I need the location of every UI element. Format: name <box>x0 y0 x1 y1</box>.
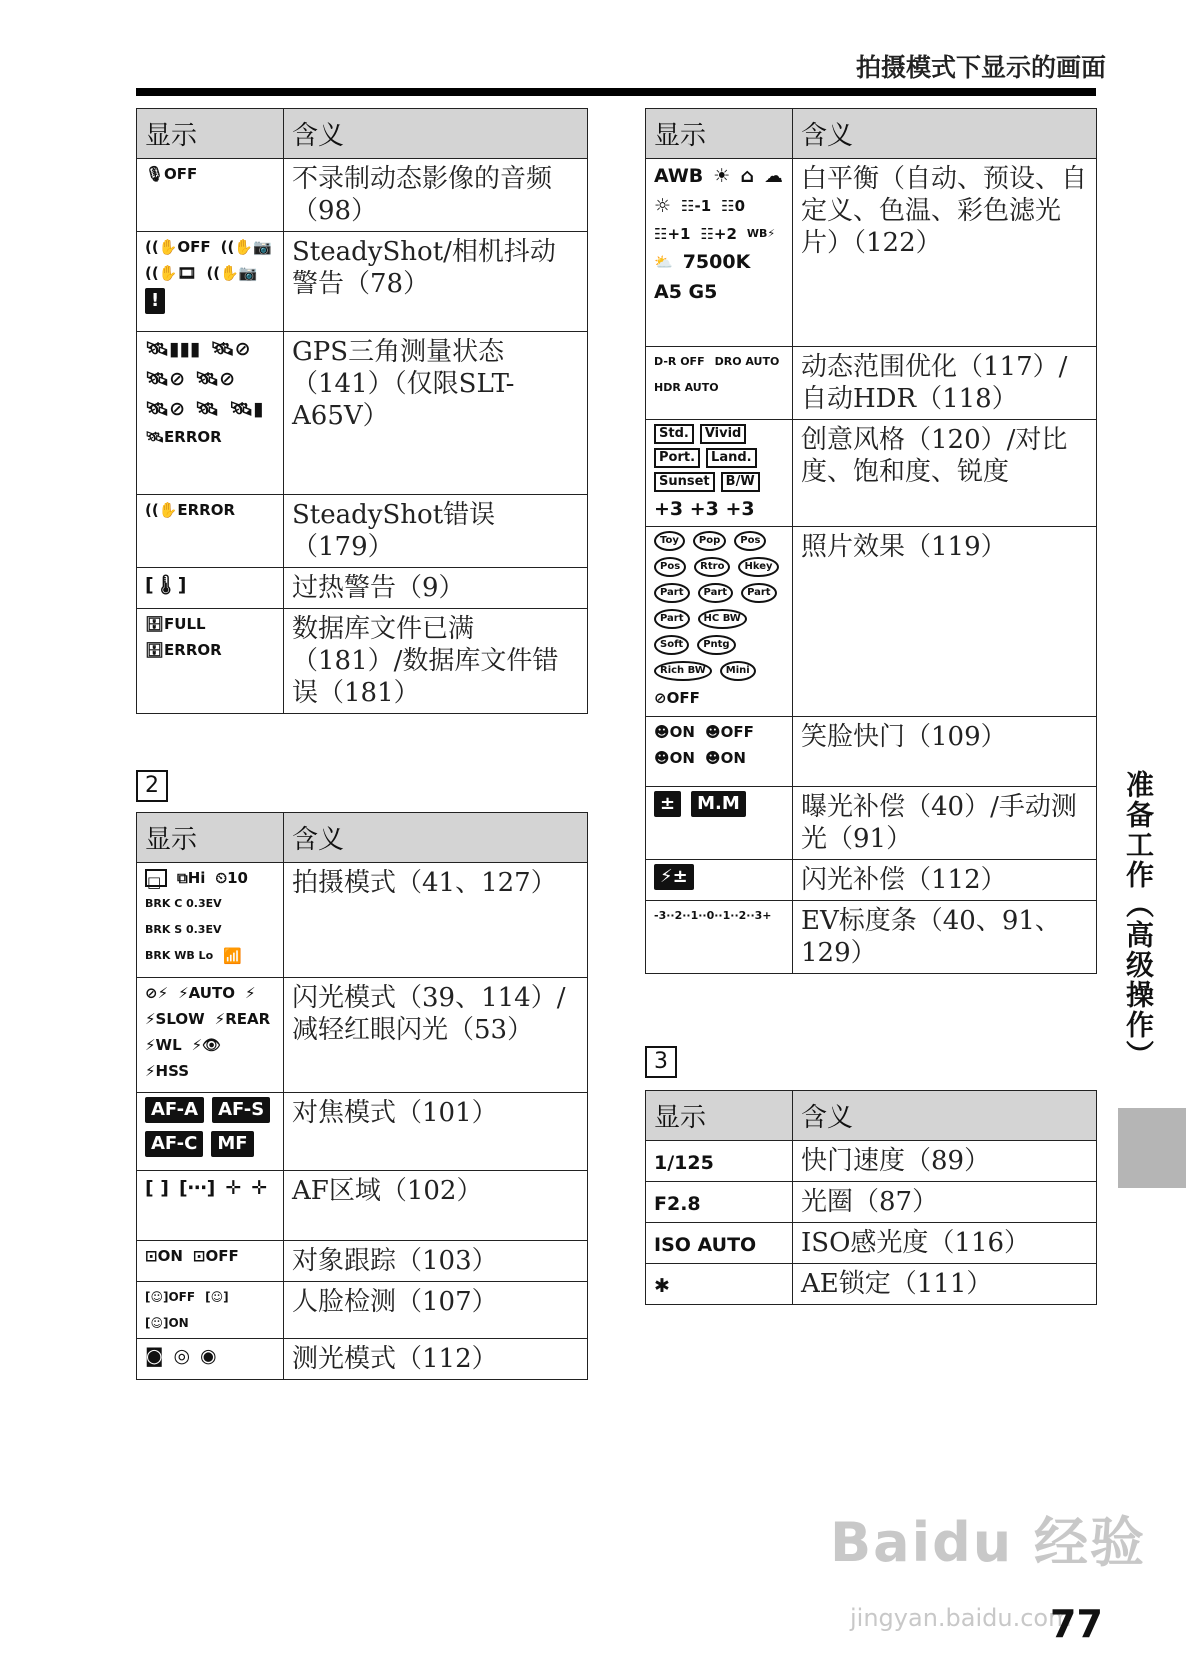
display-cell <box>646 1182 793 1223</box>
style-sunset-icon: Sunset <box>654 472 715 492</box>
flash-wireless-icon: ⚡WL <box>145 1036 182 1054</box>
page-number: 77 <box>1050 1602 1103 1646</box>
iso-value: ISO AUTO <box>654 1234 757 1256</box>
shutter-speed-value: 1/125 <box>654 1152 714 1174</box>
steadyshot-camera-icon: ((✋📷 <box>206 264 258 282</box>
single-shot-icon: □ <box>145 869 167 887</box>
warning-icon: ! <box>145 288 165 314</box>
meaning-cell: 对焦模式（101） <box>284 1093 588 1171</box>
display-cell <box>137 232 284 332</box>
section-label-2: 2 <box>136 770 168 802</box>
wb-custom-icon: ⛅ <box>654 253 673 271</box>
af-area-wide-icon: [ ] <box>145 1177 169 1199</box>
overheat-icon: [🌡] <box>145 574 187 596</box>
exposure-comp-icon: ± <box>654 791 681 817</box>
style-portrait-icon: Port. <box>654 448 700 468</box>
meaning-cell: 不录制动态影像的音频（98） <box>284 159 588 232</box>
gps-error-icon: 🛰ERROR <box>145 428 222 446</box>
af-area-zone-icon: [⋯] <box>178 1177 216 1199</box>
continuous-hi-icon: ⧉Hi <box>177 869 206 887</box>
table-display-1 <box>136 108 588 714</box>
effect-miniature-icon: Mini <box>720 661 756 681</box>
smile-on-icon: ☻ON <box>654 723 695 741</box>
steadyshot-camera-icon: ((✋📷 <box>220 238 272 256</box>
database-full-icon: 🗄FULL <box>145 615 206 633</box>
database-error-icon: 🗄ERROR <box>145 641 222 659</box>
wb-shade-icon: ⌂ <box>740 165 754 187</box>
display-cell <box>646 527 793 717</box>
effect-high-key-icon: Hkey <box>738 557 778 577</box>
wb-tungsten-icon: ☼ <box>654 195 672 217</box>
display-cell <box>137 609 284 714</box>
display-cell <box>137 863 284 978</box>
meaning-cell: SteadyShot/相机抖动警告（78） <box>284 232 588 332</box>
meaning-cell: ISO感光度（116） <box>793 1223 1097 1264</box>
flash-auto-icon: ⚡AUTO <box>178 984 235 1002</box>
meaning-cell: EV标度条（40、91、129） <box>793 901 1097 974</box>
display-cell <box>646 860 793 901</box>
meaning-cell: AF区域（102） <box>284 1171 588 1241</box>
page-header-title: 拍摄模式下显示的画面 <box>855 53 1106 82</box>
display-cell <box>646 347 793 420</box>
metering-spot-icon: ◉ <box>200 1345 217 1367</box>
col-display-header: 显示 <box>646 1091 793 1141</box>
af-area-local-icon: ✛ <box>251 1177 268 1199</box>
flash-hss-icon: ⚡HSS <box>145 1062 190 1080</box>
meaning-cell: 数据库文件已满（181）/数据库文件错误（181） <box>284 609 588 714</box>
display-cell <box>137 568 284 609</box>
gps-none-icon: 🛰⊘ <box>145 368 186 390</box>
effect-rich-bw-icon: Rich BW <box>654 661 712 681</box>
gps-none-icon: 🛰⊘ <box>195 368 236 390</box>
col-meaning-header: 含义 <box>284 813 588 863</box>
flash-rear-icon: ⚡REAR <box>214 1010 271 1028</box>
meaning-cell: 拍摄模式（41、127） <box>284 863 588 978</box>
wb-fluorescent-icon: ☷-1 <box>681 197 712 215</box>
display-cell <box>646 159 793 347</box>
meaning-cell: 闪光补偿（112） <box>793 860 1097 901</box>
display-cell <box>137 1241 284 1282</box>
col-display-header: 显示 <box>137 813 284 863</box>
wb-auto-icon: AWB <box>654 165 704 187</box>
bracket-wb-icon: BRK WB Lo <box>145 949 214 962</box>
col-meaning-header: 含义 <box>284 109 588 159</box>
side-tab-label: 准备工作（高级操作） <box>1122 770 1155 1070</box>
bracket-continuous-icon: BRK C 0.3EV <box>145 897 222 910</box>
style-vivid-icon: Vivid <box>700 424 747 444</box>
effect-toy-icon: Toy <box>654 531 685 551</box>
display-cell <box>646 787 793 860</box>
table-display-4 <box>645 1090 1097 1305</box>
meaning-cell: 光圈（87） <box>793 1182 1097 1223</box>
display-cell <box>646 1141 793 1182</box>
effect-retro-icon: Rtro <box>694 557 730 577</box>
flash-slow-icon: ⚡SLOW <box>145 1010 205 1028</box>
bracket-single-icon: BRK S 0.3EV <box>145 923 222 936</box>
mf-icon: MF <box>211 1131 253 1157</box>
display-cell <box>137 1093 284 1171</box>
effect-off-icon: ⊘OFF <box>654 689 700 707</box>
display-cell <box>137 159 284 232</box>
display-cell <box>137 1282 284 1339</box>
effect-partial-color-icon: Part <box>654 583 690 603</box>
meaning-cell: SteadyShot错误（179） <box>284 495 588 568</box>
side-tab-marker <box>1118 1108 1186 1188</box>
tracking-on-icon: ⊡ON <box>145 1247 183 1265</box>
meaning-cell: AE锁定（111） <box>793 1264 1097 1305</box>
ae-lock-icon: ✱ <box>654 1275 670 1297</box>
wb-fluorescent-icon: ☷0 <box>721 197 746 215</box>
effect-partial-color-icon: Part <box>654 609 690 629</box>
wb-flash-icon: WB⚡ <box>746 227 776 240</box>
watermark-url: jingyan.baidu.com <box>850 1604 1072 1632</box>
gps-icon: 🛰 <box>195 398 220 420</box>
meaning-cell: 快门速度（89） <box>793 1141 1097 1182</box>
effect-partial-color-icon: Part <box>741 583 777 603</box>
section-label-3: 3 <box>645 1046 677 1078</box>
effect-painting-icon: Pntg <box>697 635 735 655</box>
remote-icon: 📶 <box>223 947 242 965</box>
hdr-auto-icon: HDR AUTO <box>654 381 719 394</box>
col-display-header: 显示 <box>137 109 284 159</box>
display-cell <box>137 978 284 1093</box>
meaning-cell: 笑脸快门（109） <box>793 717 1097 787</box>
display-cell <box>646 1264 793 1305</box>
wb-daylight-icon: ☀ <box>713 165 731 187</box>
style-bw-icon: B/W <box>721 472 760 492</box>
aperture-value: F2.8 <box>654 1193 701 1215</box>
dro-auto-icon: DRO AUTO <box>714 355 780 368</box>
face-detect-icon: [☺] <box>205 1290 229 1304</box>
effect-pop-icon: Pop <box>693 531 726 551</box>
display-cell <box>137 495 284 568</box>
flash-comp-icon: ⚡± <box>654 864 694 890</box>
steadyshot-off-icon: ((✋OFF <box>145 238 211 256</box>
style-adjust-values: +3 +3 +3 <box>654 498 755 520</box>
gps-searching-icon: 🛰⊘ <box>145 398 186 420</box>
af-c-icon: AF-C <box>145 1131 203 1157</box>
steadyshot-error-icon: ((✋ERROR <box>145 501 236 519</box>
af-s-icon: AF-S <box>212 1097 270 1123</box>
meaning-cell: 创意风格（120）/对比度、饱和度、锐度 <box>793 420 1097 527</box>
gps-signal-icon: 🛰▮ <box>229 398 264 420</box>
meaning-cell: 动态范围优化（117）/自动HDR（118） <box>793 347 1097 420</box>
watermark-logo: Baidu 经验 <box>830 1511 1147 1574</box>
mic-off-icon: 🎙OFF <box>145 165 198 183</box>
meaning-cell: 人脸检测（107） <box>284 1282 588 1339</box>
table-display-2 <box>136 812 588 1380</box>
flash-fill-icon: ⚡ <box>244 984 256 1002</box>
display-cell <box>137 1171 284 1241</box>
meaning-cell: 测光模式（112） <box>284 1339 588 1380</box>
display-cell <box>646 717 793 787</box>
wb-fluorescent-icon: ☷+2 <box>700 225 737 243</box>
manual-metering-icon: M.M <box>691 791 746 817</box>
wb-filter-value: A5 G5 <box>654 281 718 303</box>
style-landscape-icon: Land. <box>706 448 757 468</box>
meaning-cell: 白平衡（自动、预设、自定义、色温、彩色滤光片）（122） <box>793 159 1097 347</box>
wb-cloudy-icon: ☁ <box>763 165 783 187</box>
effect-partial-color-icon: Part <box>698 583 734 603</box>
smile-off-icon: ☻OFF <box>704 723 754 741</box>
meaning-cell: 照片效果（119） <box>793 527 1097 717</box>
display-cell <box>137 1339 284 1380</box>
display-cell <box>646 420 793 527</box>
effect-posterization-icon: Pos <box>654 557 686 577</box>
col-meaning-header: 含义 <box>793 1091 1097 1141</box>
meaning-cell: 闪光模式（39、114）/减轻红眼闪光（53） <box>284 978 588 1093</box>
wb-color-temp-value: 7500K <box>682 251 751 273</box>
style-standard-icon: Std. <box>654 424 694 444</box>
col-meaning-header: 含义 <box>793 109 1097 159</box>
meaning-cell: 曝光补偿（40）/手动测光（91） <box>793 787 1097 860</box>
meaning-cell: GPS三角测量状态（141）（仅限SLT-A65V） <box>284 332 588 495</box>
gps-signal-icon: 🛰▮▮▮ <box>145 338 201 360</box>
display-cell <box>646 1223 793 1264</box>
meaning-cell: 过热警告（9） <box>284 568 588 609</box>
effect-posterization-icon: Pos <box>734 531 766 551</box>
header-rule <box>136 88 1096 96</box>
self-timer-icon: ⏲10 <box>215 869 248 887</box>
display-cell <box>137 332 284 495</box>
display-cell <box>646 901 793 974</box>
metering-center-icon: ◎ <box>173 1345 191 1367</box>
af-a-icon: AF-A <box>145 1097 204 1123</box>
face-detect-off-icon: [☺]OFF <box>145 1290 196 1304</box>
effect-soft-icon: Soft <box>654 635 689 655</box>
table-display-3 <box>645 108 1097 974</box>
af-area-spot-icon: ✛ <box>225 1177 242 1199</box>
gps-none-icon: 🛰⊘ <box>210 338 251 360</box>
steadyshot-movie-icon: ((✋🎞 <box>145 264 197 282</box>
flash-off-icon: ⊘⚡ <box>145 984 169 1002</box>
meaning-cell: 对象跟踪（103） <box>284 1241 588 1282</box>
smile-on-icon: ☻ON <box>704 749 746 767</box>
face-detect-on-icon: [☺]ON <box>145 1316 189 1330</box>
metering-multi-icon: ◙ <box>145 1345 164 1367</box>
tracking-off-icon: ⊡OFF <box>192 1247 239 1265</box>
red-eye-icon: ⚡👁 <box>191 1036 222 1054</box>
smile-on-icon: ☻ON <box>654 749 695 767</box>
col-display-header: 显示 <box>646 109 793 159</box>
ev-scale-icon: -3··2··1··0··1··2··3+ <box>654 909 772 922</box>
effect-hc-bw-icon: HC BW <box>698 609 747 629</box>
dro-off-icon: D-R OFF <box>654 355 705 368</box>
wb-fluorescent-icon: ☷+1 <box>654 225 691 243</box>
